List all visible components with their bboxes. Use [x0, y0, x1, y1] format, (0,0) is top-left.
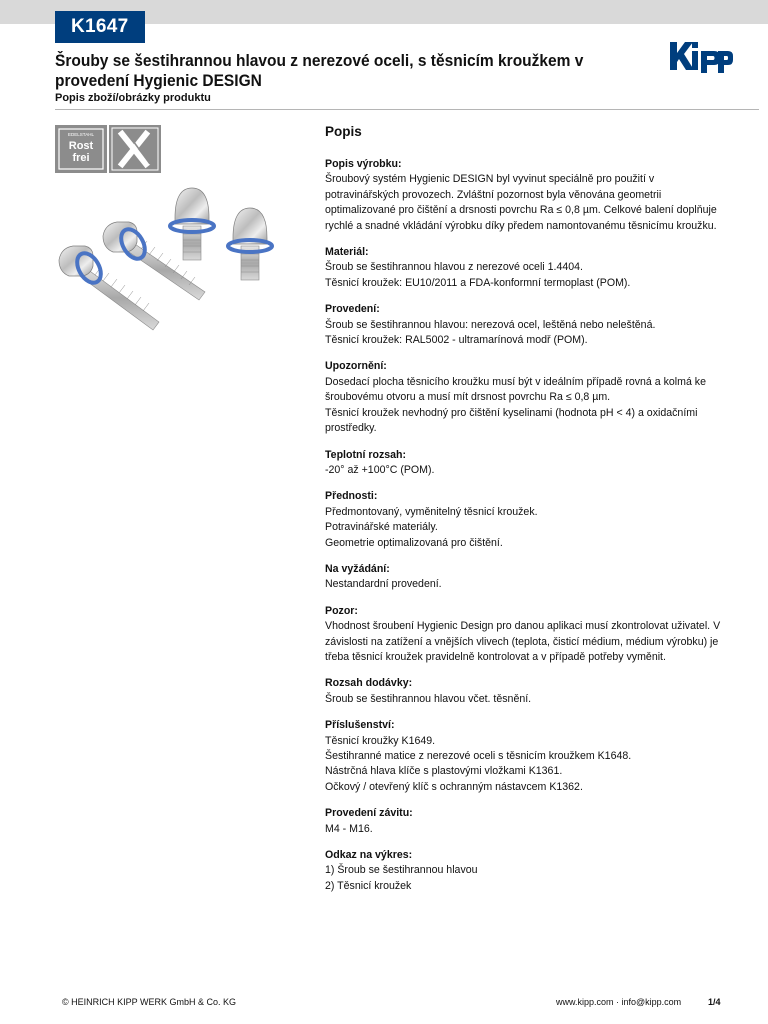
page-subtitle: Popis zboží/obrázky produktu: [55, 92, 211, 104]
hygienic-design-badge: [109, 125, 161, 173]
page-number: 1/4: [708, 997, 721, 1007]
block-line: Nástrčná hlava klíče s plastovými vložkami K1361.: [325, 765, 563, 778]
block-label: Příslušenství:: [325, 719, 395, 732]
kipp-logo: [668, 38, 734, 74]
svg-text:frei: frei: [72, 152, 90, 164]
block-provedeni-zavitu: [325, 806, 735, 837]
block-label: Přednosti:: [325, 490, 378, 503]
product-image: [55, 182, 295, 352]
svg-text:Rost: Rost: [68, 140, 94, 152]
short-screw-center: [170, 188, 214, 260]
block-upozorneni: [325, 359, 735, 436]
block-label: Materiál:: [325, 246, 369, 259]
svg-text:EDELSTAHL: EDELSTAHL: [68, 132, 94, 137]
footer-contact-link[interactable]: www.kipp.com · info@kipp.com: [556, 997, 682, 1007]
block-line: M4 - M16.: [325, 822, 373, 835]
block-teplotni-rozsah: [325, 448, 735, 479]
page-title: Šrouby se šestihrannou hlavou z nerezové oceli, s těsnicím kroužkem v provedení Hygienic DESIGN: [55, 52, 584, 90]
product-code-badge: K1647: [55, 11, 145, 43]
block-odkaz-na-vykres: [325, 848, 735, 894]
block-line: Předmontovaný, vyměnitelný těsnicí kroužek.: [325, 505, 538, 518]
block-label: Teplotní rozsah:: [325, 448, 407, 461]
rost-frei-badge: [55, 125, 107, 173]
block-prislusenstvi: [325, 718, 735, 795]
block-line: prostředky.: [325, 422, 377, 435]
block-line: Šestihranné matice z nerezové oceli s těsnicím kroužkem K1648.: [325, 750, 632, 762]
section-heading: Popis: [325, 124, 362, 139]
block-line: Šroub se šestihrannou hlavou z nerezové oceli 1.4404.: [325, 261, 583, 274]
header-divider: [55, 109, 759, 110]
block-label: Pozor:: [325, 604, 358, 617]
block-line: Dosedací plocha těsnicího kroužku musí být v ideálním případě rovná a kolmá ke: [325, 375, 706, 388]
block-line: Vhodnost šroubení Hygienic Design pro danou aplikaci musí zkontrolovat uživatel. V: [325, 620, 721, 633]
block-line: Šroub se šestihrannou hlavou: nerezová ocel, leštěná nebo neleštěná.: [325, 318, 656, 331]
block-line: Těsnicí kroužek: EU10/2011 a FDA-konformní termoplast (POM).: [325, 276, 631, 289]
block-line: Geometrie optimalizovaná pro čištění.: [325, 536, 503, 549]
block-line: Těsnicí kroužek: RAL5002 - ultramarínová modř (POM).: [325, 334, 588, 347]
block-popis-vyrobku: [325, 157, 735, 234]
block-line: potravinářských provozech. Zvláštní pozornost byla věnována geometrii: [325, 188, 662, 201]
block-line: Šroubový systém Hygienic DESIGN byl vyvinut speciálně pro použití v: [325, 173, 655, 186]
block-label: Odkaz na výkres:: [325, 849, 413, 862]
block-line: závislosti na zatížení a vnějších vlivech (teplota, čisticí médium, médium výrobku) je: [325, 635, 719, 648]
block-line: 2) Těsnicí kroužek: [325, 879, 412, 892]
block-provedeni: [325, 302, 735, 348]
block-label: Provedení:: [325, 303, 380, 316]
block-label: Upozornění:: [325, 360, 387, 373]
block-line: Šroub se šestihrannou hlavou včet. těsnění.: [325, 692, 532, 705]
block-line: rychlé a snadné vkládání výrobku díky předem namontovanému těsnicímu kroužku.: [325, 219, 717, 232]
block-line: Nestandardní provedení.: [325, 578, 442, 591]
block-pozor: [325, 604, 735, 666]
block-label: Provedení závitu:: [325, 807, 413, 820]
block-line: Těsnicí kroužek nevhodný pro čištění kyselinami (hodnota pH < 4) a oxidačními: [325, 406, 698, 419]
block-prednosti: [325, 489, 735, 551]
block-material: [325, 245, 735, 291]
block-na-vyzadani: [325, 562, 735, 593]
block-line: třeba těsnicí kroužek pravidelně kontrolovat a v případě potřeby vyměnit.: [325, 650, 666, 663]
block-label: Na vyžádání:: [325, 562, 390, 575]
block-line: -20° až +100°C (POM).: [325, 463, 435, 476]
short-screw-right: [228, 208, 272, 280]
block-line: Potravinářské materiály.: [325, 521, 438, 534]
block-line: optimalizované pro čištění a drsnosti povrchu Ra ≤ 0,8 µm. Celkové balení doplňuje: [325, 204, 717, 217]
block-line: šroubovému otvoru a musí mít drsnost povrchu Ra ≤ 0,8 µm.: [325, 391, 611, 404]
description-body: [325, 157, 735, 905]
block-label: Popis výrobku:: [325, 158, 402, 170]
footer-copyright: © HEINRICH KIPP WERK GmbH & Co. KG: [62, 997, 236, 1007]
block-line: 1) Šroub se šestihrannou hlavou: [325, 864, 478, 877]
block-label: Rozsah dodávky:: [325, 677, 413, 690]
block-line: Těsnicí kroužky K1649.: [325, 734, 436, 747]
block-line: Očkový / otevřený klíč s ochranným nástavcem K1362.: [325, 780, 583, 793]
block-rozsah-dodavky: [325, 676, 735, 707]
